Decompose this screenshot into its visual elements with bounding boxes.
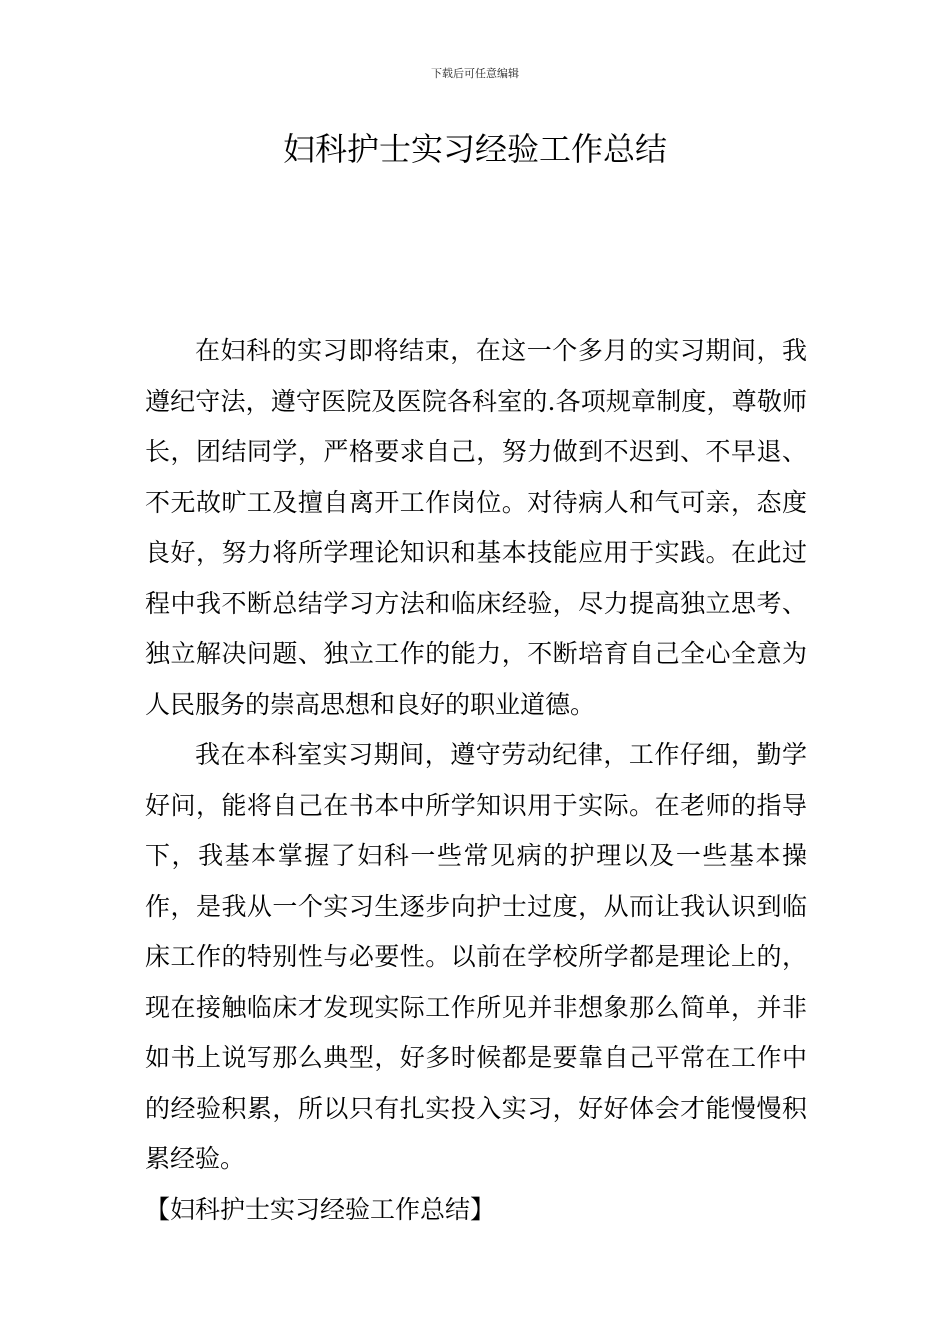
paragraph-1: 在妇科的实习即将结束，在这一个多月的实习期间，我遵纪守法，遵守医院及医院各科室的.各项规章制度，尊敬师长，团结同学，严格要求自己，努力做到不迟到、不早退、不无故旷工及擅自离开工作岗位。对待病人和气可亲，态度良好，努力将所学理论知识和基本技能应用于实践。在此过程中我不断总结学习方法和临床经验，尽力提高独立思考、独立解决问题、独立工作的能力，不断培育自己全心全意为人民服务的崇高思想和良好的职业道德。: [145, 336, 807, 719]
header-note: 下载后可任意编辑: [431, 67, 519, 80]
document-title: 妇科护士实习经验工作总结: [282, 130, 667, 168]
document-body: [145, 326, 807, 1235]
closing-title: 【妇科护士实习经验工作总结】: [145, 1194, 496, 1224]
paragraph-2: 我在本科室实习期间，遵守劳动纪律，工作仔细，勤学好问，能将自己在书本中所学知识用于实际。在老师的指导下，我基本掌握了妇科一些常见病的护理以及一些基本操作，是我从一个实习生逐步向护士过度，从而让我认识到临床工作的特别性与必要性。以前在学校所学都是理论上的，现在接触临床才发现实际工作所见并非想象那么简单，并非如书上说写那么典型，好多时候都是要靠自己平常在工作中的经验积累，所以只有扎实投入实习，好好体会才能慢慢积累经验。: [145, 740, 807, 1173]
